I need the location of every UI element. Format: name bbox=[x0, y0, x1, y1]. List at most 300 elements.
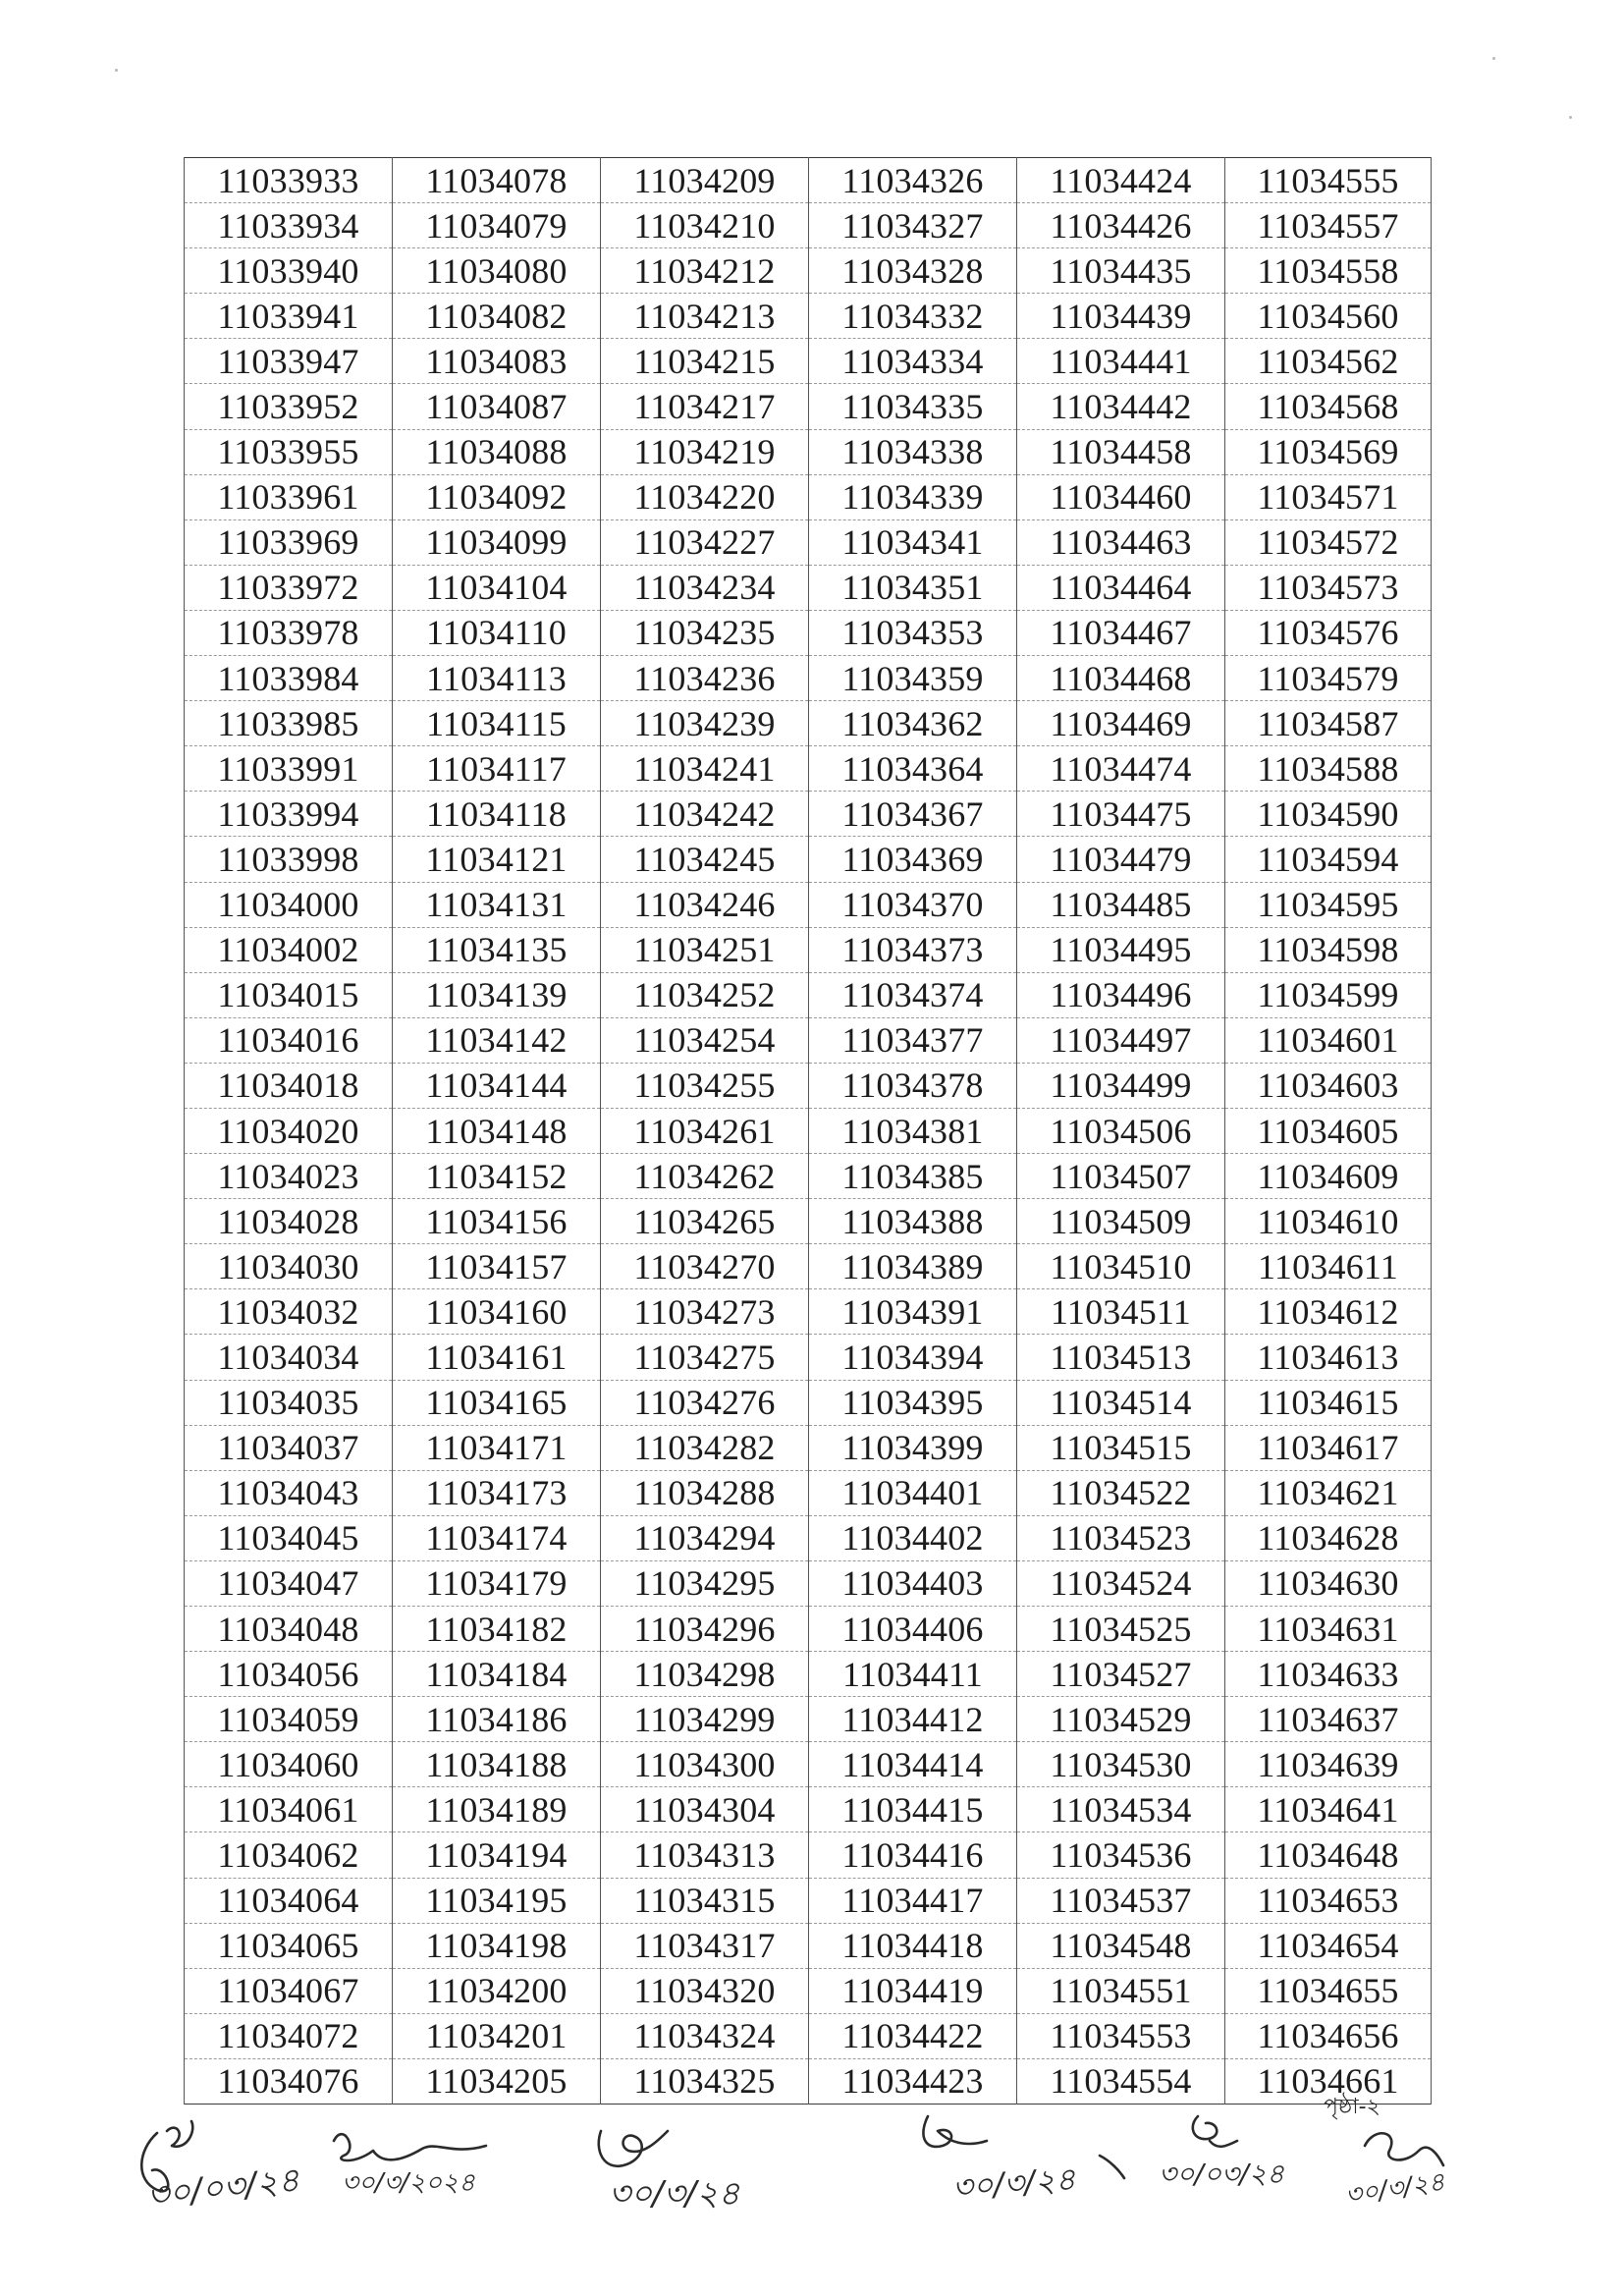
roll-number-cell: 11034637 bbox=[1225, 1697, 1432, 1742]
roll-number-cell: 11034513 bbox=[1017, 1335, 1225, 1380]
roll-number-cell: 11034587 bbox=[1225, 701, 1432, 746]
roll-number-cell: 11034171 bbox=[393, 1425, 601, 1470]
signature-3 bbox=[589, 2111, 766, 2219]
roll-number-cell: 11034135 bbox=[393, 927, 601, 972]
roll-number-cell: 11034633 bbox=[1225, 1652, 1432, 1697]
roll-number-cell: 11034338 bbox=[809, 429, 1017, 474]
signature-6-date: ৩০/৩/২৪ bbox=[1343, 2167, 1447, 2211]
roll-number-cell: 11034475 bbox=[1017, 792, 1225, 837]
roll-number-cell: 11034374 bbox=[809, 972, 1017, 1017]
table-row bbox=[185, 565, 1432, 610]
roll-number-cell: 11034174 bbox=[393, 1515, 601, 1560]
roll-number-cell: 11034515 bbox=[1017, 1425, 1225, 1470]
table-row bbox=[185, 158, 1432, 203]
roll-number-cell: 11034142 bbox=[393, 1017, 601, 1063]
roll-number-cell: 11034367 bbox=[809, 792, 1017, 837]
roll-number-cell: 11034621 bbox=[1225, 1470, 1432, 1515]
table-row bbox=[185, 1832, 1432, 1878]
table-row bbox=[185, 1017, 1432, 1063]
roll-number-cell: 11034424 bbox=[1017, 158, 1225, 203]
roll-number-cell: 11034043 bbox=[185, 1470, 393, 1515]
roll-number-cell: 11034485 bbox=[1017, 882, 1225, 927]
roll-number-cell: 11034339 bbox=[809, 474, 1017, 519]
roll-number-cell: 11034605 bbox=[1225, 1108, 1432, 1153]
roll-number-cell: 11033941 bbox=[185, 294, 393, 339]
roll-number-cell: 11034560 bbox=[1225, 294, 1432, 339]
roll-number-cell: 11034088 bbox=[393, 429, 601, 474]
roll-number-cell: 11034020 bbox=[185, 1108, 393, 1153]
roll-number-cell: 11034165 bbox=[393, 1380, 601, 1425]
table-row bbox=[185, 882, 1432, 927]
table-row bbox=[185, 1652, 1432, 1697]
roll-number-cell: 11034527 bbox=[1017, 1652, 1225, 1697]
roll-number-cell: 11034525 bbox=[1017, 1607, 1225, 1652]
roll-number-cell: 11034418 bbox=[809, 1923, 1017, 1968]
roll-number-cell: 11034265 bbox=[601, 1199, 809, 1244]
roll-number-cell: 11034497 bbox=[1017, 1017, 1225, 1063]
roll-number-cell: 11034080 bbox=[393, 248, 601, 294]
roll-number-cell: 11034514 bbox=[1017, 1380, 1225, 1425]
roll-number-cell: 11034179 bbox=[393, 1560, 601, 1606]
table-row bbox=[185, 294, 1432, 339]
table-row bbox=[185, 1199, 1432, 1244]
roll-number-cell: 11034018 bbox=[185, 1063, 393, 1108]
roll-number-cell: 11034083 bbox=[393, 339, 601, 384]
roll-number-cell: 11034464 bbox=[1017, 565, 1225, 610]
roll-number-cell: 11034118 bbox=[393, 792, 601, 837]
table-row bbox=[185, 1787, 1432, 1832]
page-number-label: পৃষ্ঠা-২ bbox=[1324, 2095, 1380, 2119]
roll-number-cell: 11034435 bbox=[1017, 248, 1225, 294]
roll-number-cell: 11034579 bbox=[1225, 656, 1432, 701]
roll-number-cell: 11034061 bbox=[185, 1787, 393, 1832]
roll-number-cell: 11034246 bbox=[601, 882, 809, 927]
roll-number-cell: 11034394 bbox=[809, 1335, 1017, 1380]
roll-number-cell: 11034558 bbox=[1225, 248, 1432, 294]
roll-number-cell: 11034067 bbox=[185, 1968, 393, 2013]
table-row bbox=[185, 339, 1432, 384]
roll-number-cell: 11034227 bbox=[601, 519, 809, 565]
roll-number-cell: 11034373 bbox=[809, 927, 1017, 972]
roll-number-cell: 11034242 bbox=[601, 792, 809, 837]
roll-number-cell: 11034554 bbox=[1017, 2058, 1225, 2104]
roll-number-cell: 11034422 bbox=[809, 2013, 1017, 2058]
roll-number-cell: 11033984 bbox=[185, 656, 393, 701]
roll-number-cell: 11034152 bbox=[393, 1154, 601, 1199]
roll-number-cell: 11034572 bbox=[1225, 519, 1432, 565]
roll-number-cell: 11034282 bbox=[601, 1425, 809, 1470]
roll-number-cell: 11034104 bbox=[393, 565, 601, 610]
roll-number-cell: 11034295 bbox=[601, 1560, 809, 1606]
roll-number-cell: 11034395 bbox=[809, 1380, 1017, 1425]
table-row bbox=[185, 429, 1432, 474]
roll-number-cell: 11034511 bbox=[1017, 1289, 1225, 1335]
roll-number-cell: 11034415 bbox=[809, 1787, 1017, 1832]
roll-number-cell: 11033969 bbox=[185, 519, 393, 565]
roll-number-cell: 11034078 bbox=[393, 158, 601, 203]
roll-number-cell: 11034315 bbox=[601, 1878, 809, 1923]
signature-6 bbox=[1345, 2111, 1463, 2219]
roll-number-cell: 11033978 bbox=[185, 610, 393, 655]
roll-number-cell: 11034523 bbox=[1017, 1515, 1225, 1560]
roll-number-cell: 11034076 bbox=[185, 2058, 393, 2104]
roll-number-cell: 11034335 bbox=[809, 384, 1017, 429]
roll-number-cell: 11034082 bbox=[393, 294, 601, 339]
roll-number-cell: 11034590 bbox=[1225, 792, 1432, 837]
roll-number-cell: 11034328 bbox=[809, 248, 1017, 294]
table-row bbox=[185, 837, 1432, 882]
roll-number-cell: 11034188 bbox=[393, 1742, 601, 1787]
roll-number-cell: 11034200 bbox=[393, 1968, 601, 2013]
roll-number-cell: 11034562 bbox=[1225, 339, 1432, 384]
roll-number-cell: 11034613 bbox=[1225, 1335, 1432, 1380]
roll-number-cell: 11034262 bbox=[601, 1154, 809, 1199]
roll-number-cell: 11034467 bbox=[1017, 610, 1225, 655]
roll-number-cell: 11033998 bbox=[185, 837, 393, 882]
roll-number-cell: 11034195 bbox=[393, 1878, 601, 1923]
roll-number-cell: 11034388 bbox=[809, 1199, 1017, 1244]
roll-number-cell: 11034601 bbox=[1225, 1017, 1432, 1063]
table-row bbox=[185, 1470, 1432, 1515]
roll-number-cell: 11034131 bbox=[393, 882, 601, 927]
table-row bbox=[185, 1742, 1432, 1787]
roll-number-cell: 11034144 bbox=[393, 1063, 601, 1108]
signature-4 bbox=[913, 2102, 1139, 2210]
roll-number-cell: 11034416 bbox=[809, 1832, 1017, 1878]
roll-number-cell: 11034341 bbox=[809, 519, 1017, 565]
roll-number-cell: 11034235 bbox=[601, 610, 809, 655]
roll-number-cell: 11034000 bbox=[185, 882, 393, 927]
roll-number-cell: 11034631 bbox=[1225, 1607, 1432, 1652]
roll-number-cell: 11034381 bbox=[809, 1108, 1017, 1153]
roll-number-cell: 11034273 bbox=[601, 1289, 809, 1335]
roll-number-cell: 11033934 bbox=[185, 203, 393, 248]
roll-number-cell: 11034479 bbox=[1017, 837, 1225, 882]
roll-number-cell: 11034326 bbox=[809, 158, 1017, 203]
roll-number-cell: 11034117 bbox=[393, 746, 601, 792]
roll-number-cell: 11034362 bbox=[809, 701, 1017, 746]
roll-number-cell: 11034369 bbox=[809, 837, 1017, 882]
roll-number-cell: 11034612 bbox=[1225, 1289, 1432, 1335]
table-row bbox=[185, 2058, 1432, 2104]
roll-number-cell: 11034234 bbox=[601, 565, 809, 610]
roll-number-cell: 11034115 bbox=[393, 701, 601, 746]
roll-number-cell: 11034576 bbox=[1225, 610, 1432, 655]
table-row bbox=[185, 1154, 1432, 1199]
roll-number-cell: 11034304 bbox=[601, 1787, 809, 1832]
roll-number-cell: 11033947 bbox=[185, 339, 393, 384]
roll-number-cell: 11033991 bbox=[185, 746, 393, 792]
roll-number-cell: 11034507 bbox=[1017, 1154, 1225, 1199]
roll-number-cell: 11034056 bbox=[185, 1652, 393, 1697]
roll-number-cell: 11034294 bbox=[601, 1515, 809, 1560]
roll-number-cell: 11034426 bbox=[1017, 203, 1225, 248]
roll-number-cell: 11034209 bbox=[601, 158, 809, 203]
roll-table-body bbox=[185, 158, 1432, 2105]
table-row bbox=[185, 474, 1432, 519]
signature-3-date: ৩০/৩/২৪ bbox=[609, 2174, 740, 2214]
roll-number-cell: 11034215 bbox=[601, 339, 809, 384]
signature-5 bbox=[1159, 2102, 1316, 2210]
roll-number-cell: 11034037 bbox=[185, 1425, 393, 1470]
roll-number-cell: 11034661 bbox=[1225, 2058, 1432, 2104]
roll-number-cell: 11034641 bbox=[1225, 1787, 1432, 1832]
roll-number-cell: 11034045 bbox=[185, 1515, 393, 1560]
roll-number-cell: 11034110 bbox=[393, 610, 601, 655]
roll-number-cell: 11034419 bbox=[809, 1968, 1017, 2013]
roll-number-cell: 11034245 bbox=[601, 837, 809, 882]
roll-number-cell: 11033961 bbox=[185, 474, 393, 519]
table-row bbox=[185, 1244, 1432, 1289]
table-row bbox=[185, 972, 1432, 1017]
roll-number-cell: 11034351 bbox=[809, 565, 1017, 610]
roll-number-cell: 11034032 bbox=[185, 1289, 393, 1335]
roll-number-cell: 11034148 bbox=[393, 1108, 601, 1153]
roll-number-cell: 11034571 bbox=[1225, 474, 1432, 519]
roll-number-cell: 11034648 bbox=[1225, 1832, 1432, 1878]
roll-number-cell: 11034403 bbox=[809, 1560, 1017, 1606]
scan-speck bbox=[115, 69, 118, 72]
roll-number-cell: 11034062 bbox=[185, 1832, 393, 1878]
table-row bbox=[185, 1607, 1432, 1652]
table-row bbox=[185, 1289, 1432, 1335]
roll-number-cell: 11034630 bbox=[1225, 1560, 1432, 1606]
roll-number-cell: 11034113 bbox=[393, 656, 601, 701]
roll-number-cell: 11034359 bbox=[809, 656, 1017, 701]
roll-number-cell: 11034048 bbox=[185, 1607, 393, 1652]
roll-number-cell: 11034212 bbox=[601, 248, 809, 294]
signature-5-date: ৩০/০৩/২৪ bbox=[1159, 2158, 1285, 2190]
roll-number-cell: 11034254 bbox=[601, 1017, 809, 1063]
roll-number-cell: 11034288 bbox=[601, 1470, 809, 1515]
signature-4-date: ৩০/৩/২৪ bbox=[950, 2159, 1077, 2207]
roll-number-cell: 11034298 bbox=[601, 1652, 809, 1697]
roll-number-cell: 11034506 bbox=[1017, 1108, 1225, 1153]
scan-speck bbox=[1569, 116, 1572, 119]
roll-number-cell: 11034598 bbox=[1225, 927, 1432, 972]
roll-number-cell: 11034370 bbox=[809, 882, 1017, 927]
roll-number-cell: 11034553 bbox=[1017, 2013, 1225, 2058]
roll-number-cell: 11034060 bbox=[185, 1742, 393, 1787]
roll-number-cell: 11033985 bbox=[185, 701, 393, 746]
roll-number-cell: 11034276 bbox=[601, 1380, 809, 1425]
roll-number-cell: 11034173 bbox=[393, 1470, 601, 1515]
roll-number-cell: 11034656 bbox=[1225, 2013, 1432, 2058]
roll-number-cell: 11034610 bbox=[1225, 1199, 1432, 1244]
table-row bbox=[185, 701, 1432, 746]
roll-number-cell: 11034023 bbox=[185, 1154, 393, 1199]
roll-number-cell: 11034557 bbox=[1225, 203, 1432, 248]
roll-number-cell: 11034220 bbox=[601, 474, 809, 519]
table-row bbox=[185, 1425, 1432, 1470]
roll-number-cell: 11034617 bbox=[1225, 1425, 1432, 1470]
roll-number-cell: 11034325 bbox=[601, 2058, 809, 2104]
roll-number-cell: 11034534 bbox=[1017, 1787, 1225, 1832]
roll-number-cell: 11034034 bbox=[185, 1335, 393, 1380]
roll-number-cell: 11034099 bbox=[393, 519, 601, 565]
signature-2-date: ৩০/৩/২০২৪ bbox=[342, 2168, 475, 2198]
table-row bbox=[185, 248, 1432, 294]
roll-number-cell: 11034198 bbox=[393, 1923, 601, 1968]
roll-number-cell: 11034270 bbox=[601, 1244, 809, 1289]
roll-number-cell: 11034611 bbox=[1225, 1244, 1432, 1289]
signature-1-date: ৩০/০৩/২৪ bbox=[145, 2159, 301, 2216]
roll-number-cell: 11034160 bbox=[393, 1289, 601, 1335]
roll-number-cell: 11034072 bbox=[185, 2013, 393, 2058]
roll-number-cell: 11034399 bbox=[809, 1425, 1017, 1470]
roll-number-cell: 11034509 bbox=[1017, 1199, 1225, 1244]
roll-number-cell: 11034079 bbox=[393, 203, 601, 248]
roll-number-cell: 11034469 bbox=[1017, 701, 1225, 746]
roll-number-cell: 11034219 bbox=[601, 429, 809, 474]
roll-number-cell: 11034496 bbox=[1017, 972, 1225, 1017]
roll-number-cell: 11034468 bbox=[1017, 656, 1225, 701]
roll-number-cell: 11034157 bbox=[393, 1244, 601, 1289]
roll-number-cell: 11034015 bbox=[185, 972, 393, 1017]
roll-number-cell: 11033933 bbox=[185, 158, 393, 203]
table-row bbox=[185, 1697, 1432, 1742]
roll-number-cell: 11034092 bbox=[393, 474, 601, 519]
roll-number-cell: 11034588 bbox=[1225, 746, 1432, 792]
signature-2 bbox=[314, 2111, 511, 2210]
roll-number-cell: 11034573 bbox=[1225, 565, 1432, 610]
roll-number-cell: 11034442 bbox=[1017, 384, 1225, 429]
roll-number-cell: 11034537 bbox=[1017, 1878, 1225, 1923]
roll-number-cell: 11034121 bbox=[393, 837, 601, 882]
table-row bbox=[185, 1968, 1432, 2013]
roll-number-cell: 11034389 bbox=[809, 1244, 1017, 1289]
roll-number-cell: 11034030 bbox=[185, 1244, 393, 1289]
roll-number-cell: 11034522 bbox=[1017, 1470, 1225, 1515]
table-row bbox=[185, 203, 1432, 248]
roll-number-cell: 11034499 bbox=[1017, 1063, 1225, 1108]
roll-number-cell: 11033952 bbox=[185, 384, 393, 429]
scan-speck bbox=[1492, 57, 1495, 60]
table-row bbox=[185, 746, 1432, 792]
roll-number-cell: 11034401 bbox=[809, 1470, 1017, 1515]
roll-number-cell: 11034378 bbox=[809, 1063, 1017, 1108]
roll-number-cell: 11034320 bbox=[601, 1968, 809, 2013]
roll-number-cell: 11034458 bbox=[1017, 429, 1225, 474]
table-row bbox=[185, 1515, 1432, 1560]
roll-number-cell: 11034402 bbox=[809, 1515, 1017, 1560]
roll-number-cell: 11034463 bbox=[1017, 519, 1225, 565]
roll-number-cell: 11034327 bbox=[809, 203, 1017, 248]
roll-number-cell: 11034495 bbox=[1017, 927, 1225, 972]
roll-number-cell: 11034241 bbox=[601, 746, 809, 792]
roll-number-cell: 11034201 bbox=[393, 2013, 601, 2058]
roll-number-cell: 11034568 bbox=[1225, 384, 1432, 429]
roll-number-cell: 11034414 bbox=[809, 1742, 1017, 1787]
table-row bbox=[185, 792, 1432, 837]
table-row bbox=[185, 1923, 1432, 1968]
roll-number-cell: 11033972 bbox=[185, 565, 393, 610]
roll-number-cell: 11034139 bbox=[393, 972, 601, 1017]
roll-number-cell: 11034028 bbox=[185, 1199, 393, 1244]
roll-number-cell: 11034334 bbox=[809, 339, 1017, 384]
roll-number-cell: 11033994 bbox=[185, 792, 393, 837]
roll-number-cell: 11034510 bbox=[1017, 1244, 1225, 1289]
table-row bbox=[185, 2013, 1432, 2058]
roll-number-cell: 11034251 bbox=[601, 927, 809, 972]
roll-number-cell: 11034595 bbox=[1225, 882, 1432, 927]
roll-number-cell: 11034609 bbox=[1225, 1154, 1432, 1199]
table-row bbox=[185, 1380, 1432, 1425]
roll-number-cell: 11034189 bbox=[393, 1787, 601, 1832]
table-row bbox=[185, 1063, 1432, 1108]
roll-number-cell: 11034300 bbox=[601, 1742, 809, 1787]
roll-number-cell: 11034417 bbox=[809, 1878, 1017, 1923]
roll-number-cell: 11034406 bbox=[809, 1607, 1017, 1652]
roll-number-cell: 11034236 bbox=[601, 656, 809, 701]
table-row bbox=[185, 610, 1432, 655]
roll-number-cell: 11034524 bbox=[1017, 1560, 1225, 1606]
roll-number-cell: 11034530 bbox=[1017, 1742, 1225, 1787]
roll-number-cell: 11034016 bbox=[185, 1017, 393, 1063]
roll-number-cell: 11034439 bbox=[1017, 294, 1225, 339]
roll-number-cell: 11034364 bbox=[809, 746, 1017, 792]
roll-number-cell: 11034313 bbox=[601, 1832, 809, 1878]
table-row bbox=[185, 1878, 1432, 1923]
roll-number-cell: 11034217 bbox=[601, 384, 809, 429]
roll-number-cell: 11034184 bbox=[393, 1652, 601, 1697]
table-row bbox=[185, 1335, 1432, 1380]
roll-number-cell: 11034411 bbox=[809, 1652, 1017, 1697]
roll-number-cell: 11034655 bbox=[1225, 1968, 1432, 2013]
signature-1 bbox=[128, 2111, 304, 2219]
roll-number-cell: 11034332 bbox=[809, 294, 1017, 339]
roll-number-cell: 11034353 bbox=[809, 610, 1017, 655]
roll-number-cell: 11034555 bbox=[1225, 158, 1432, 203]
roll-number-cell: 11034529 bbox=[1017, 1697, 1225, 1742]
roll-number-cell: 11034441 bbox=[1017, 339, 1225, 384]
roll-number-cell: 11034423 bbox=[809, 2058, 1017, 2104]
roll-number-cell: 11034161 bbox=[393, 1335, 601, 1380]
roll-number-cell: 11034639 bbox=[1225, 1742, 1432, 1787]
roll-number-cell: 11034255 bbox=[601, 1063, 809, 1108]
roll-number-cell: 11034296 bbox=[601, 1607, 809, 1652]
roll-number-cell: 11034059 bbox=[185, 1697, 393, 1742]
roll-number-cell: 11034551 bbox=[1017, 1968, 1225, 2013]
roll-number-cell: 11034252 bbox=[601, 972, 809, 1017]
table-row bbox=[185, 1560, 1432, 1606]
roll-number-cell: 11034615 bbox=[1225, 1380, 1432, 1425]
roll-number-cell: 11034186 bbox=[393, 1697, 601, 1742]
roll-number-cell: 11034628 bbox=[1225, 1515, 1432, 1560]
roll-number-cell: 11034569 bbox=[1225, 429, 1432, 474]
roll-number-cell: 11034035 bbox=[185, 1380, 393, 1425]
roll-number-cell: 11034324 bbox=[601, 2013, 809, 2058]
roll-number-cell: 11034377 bbox=[809, 1017, 1017, 1063]
roll-number-cell: 11034594 bbox=[1225, 837, 1432, 882]
roll-number-cell: 11034002 bbox=[185, 927, 393, 972]
roll-number-cell: 11034460 bbox=[1017, 474, 1225, 519]
roll-number-cell: 11034536 bbox=[1017, 1832, 1225, 1878]
roll-number-cell: 11034182 bbox=[393, 1607, 601, 1652]
table-row bbox=[185, 519, 1432, 565]
roll-number-cell: 11034261 bbox=[601, 1108, 809, 1153]
roll-number-cell: 11034653 bbox=[1225, 1878, 1432, 1923]
roll-number-cell: 11033940 bbox=[185, 248, 393, 294]
roll-number-cell: 11034603 bbox=[1225, 1063, 1432, 1108]
table-row bbox=[185, 384, 1432, 429]
table-row bbox=[185, 927, 1432, 972]
roll-number-cell: 11034047 bbox=[185, 1560, 393, 1606]
roll-number-cell: 11034391 bbox=[809, 1289, 1017, 1335]
roll-number-cell: 11034156 bbox=[393, 1199, 601, 1244]
table-row bbox=[185, 1108, 1432, 1153]
roll-number-cell: 11034205 bbox=[393, 2058, 601, 2104]
